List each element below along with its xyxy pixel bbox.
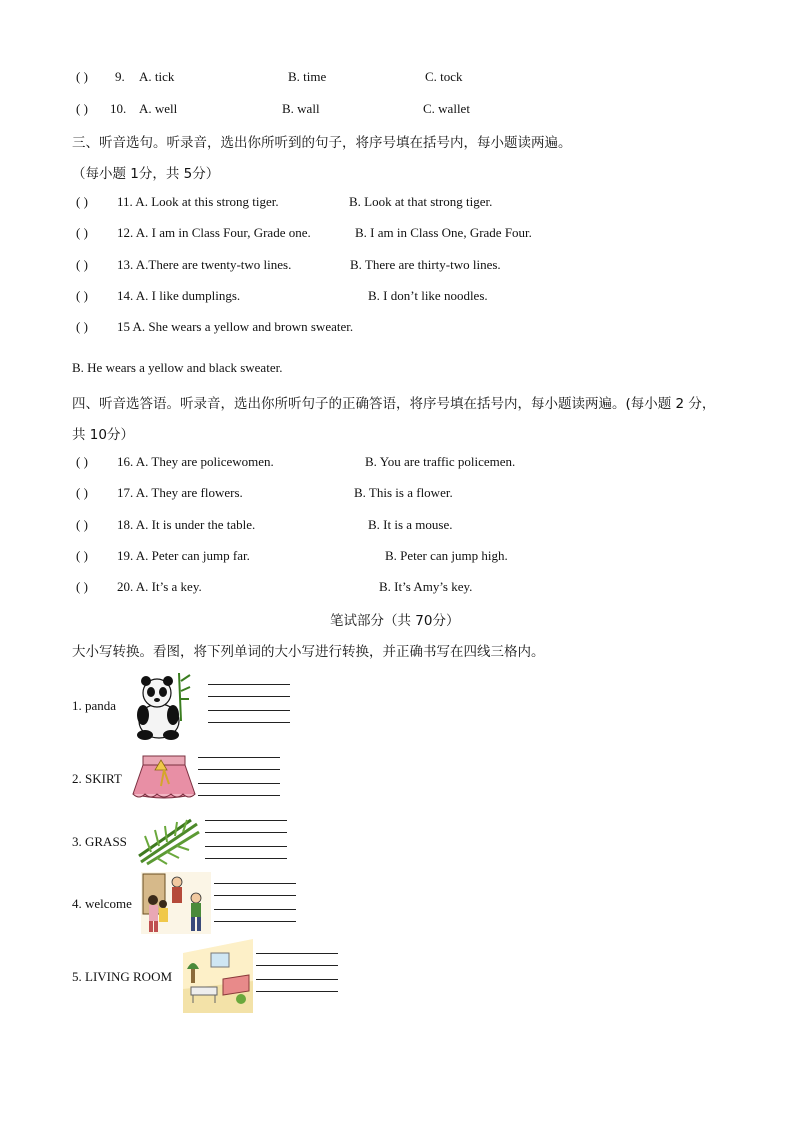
option-b: B. I don’t like noodles.: [368, 288, 488, 303]
section-4-title-continued: 共 10分）: [72, 427, 134, 443]
option-a: 14. A. I like dumplings.: [117, 288, 241, 303]
grass-icon: [137, 816, 203, 866]
option-b: B. It’s Amy’s key.: [379, 579, 473, 594]
answer-paren[interactable]: ( ): [76, 288, 88, 303]
option-c: C. wallet: [423, 101, 470, 116]
option-b: B. wall: [282, 101, 320, 116]
section-4-title: 四、听音选答语。听录音，选出你所听句子的正确答语，将序号填在括号内，每小题读两遍。(每小题 2 分，: [72, 396, 716, 412]
option-c: C. tock: [425, 69, 463, 84]
writing-lines-grass[interactable]: [205, 820, 287, 860]
answer-paren[interactable]: ( ): [76, 579, 88, 594]
living-room-icon: [183, 939, 253, 1013]
option-a: 19. A. Peter can jump far.: [117, 548, 250, 563]
word-label-living-room: 5. LIVING ROOM: [72, 969, 173, 984]
question-number: 10.: [110, 101, 127, 116]
written-instruction: 大小写转换。看图，将下列单词的大小写进行转换，并正确书写在四线三格内。: [72, 644, 545, 660]
option-b: B. It is a mouse.: [368, 517, 453, 532]
answer-paren[interactable]: ( ): [76, 517, 88, 532]
option-b: B. I am in Class One, Grade Four.: [355, 225, 532, 240]
word-label-welcome: 4. welcome: [72, 896, 132, 911]
writing-lines-panda[interactable]: [208, 684, 290, 724]
answer-paren[interactable]: ( ): [76, 319, 88, 334]
answer-paren[interactable]: ( ): [76, 257, 88, 272]
answer-paren[interactable]: ( ): [76, 548, 88, 563]
option-a: 16. A. They are policewomen.: [117, 454, 274, 469]
option-a: A. tick: [139, 69, 175, 84]
writing-lines-welcome[interactable]: [214, 883, 296, 923]
option-b: B. You are traffic policemen.: [365, 454, 516, 469]
answer-paren[interactable]: ( ): [76, 225, 88, 240]
option-b: B. time: [288, 69, 327, 84]
option-b: B. There are thirty-two lines.: [350, 257, 501, 272]
answer-paren[interactable]: ( ): [76, 194, 88, 209]
option-a: 15 A. She wears a yellow and brown sweater.: [117, 319, 354, 334]
answer-paren[interactable]: ( ): [76, 454, 88, 469]
option-a: 11. A. Look at this strong tiger.: [117, 194, 279, 209]
writing-lines-living-room[interactable]: [256, 953, 338, 993]
option-a: 13. A.There are twenty-two lines.: [117, 257, 292, 272]
writing-lines-skirt[interactable]: [198, 757, 280, 797]
answer-paren[interactable]: ( ): [76, 101, 88, 116]
answer-paren[interactable]: ( ): [76, 485, 88, 500]
option-b: B. Peter can jump high.: [385, 548, 508, 563]
option-a: 18. A. It is under the table.: [117, 517, 256, 532]
section-3-title: 三、听音选句。听录音，选出你所听到的句子，将序号填在括号内，每小题读两遍。: [72, 135, 572, 151]
option-a: 20. A. It’s a key.: [117, 579, 202, 594]
option-a: 12. A. I am in Class Four, Grade one.: [117, 225, 311, 240]
option-a: 17. A. They are flowers.: [117, 485, 243, 500]
word-label-panda: 1. panda: [72, 698, 117, 713]
option-b: B. Look at that strong tiger.: [349, 194, 493, 209]
written-part-heading: 笔试部分（共 70分）: [330, 613, 460, 629]
panda-icon: [133, 671, 191, 741]
option-b: B. He wears a yellow and black sweater.: [72, 360, 283, 375]
option-a: A. well: [139, 101, 178, 116]
word-label-skirt: 2. SKIRT: [72, 771, 122, 786]
welcome-scene-icon: [141, 872, 211, 934]
section-3-score: （每小题 1分，共 5分）: [72, 166, 220, 182]
skirt-icon: [131, 754, 197, 802]
option-b: B. This is a flower.: [354, 485, 453, 500]
answer-paren[interactable]: ( ): [76, 69, 88, 84]
word-label-grass: 3. GRASS: [72, 834, 127, 849]
question-number: 9.: [115, 69, 125, 84]
